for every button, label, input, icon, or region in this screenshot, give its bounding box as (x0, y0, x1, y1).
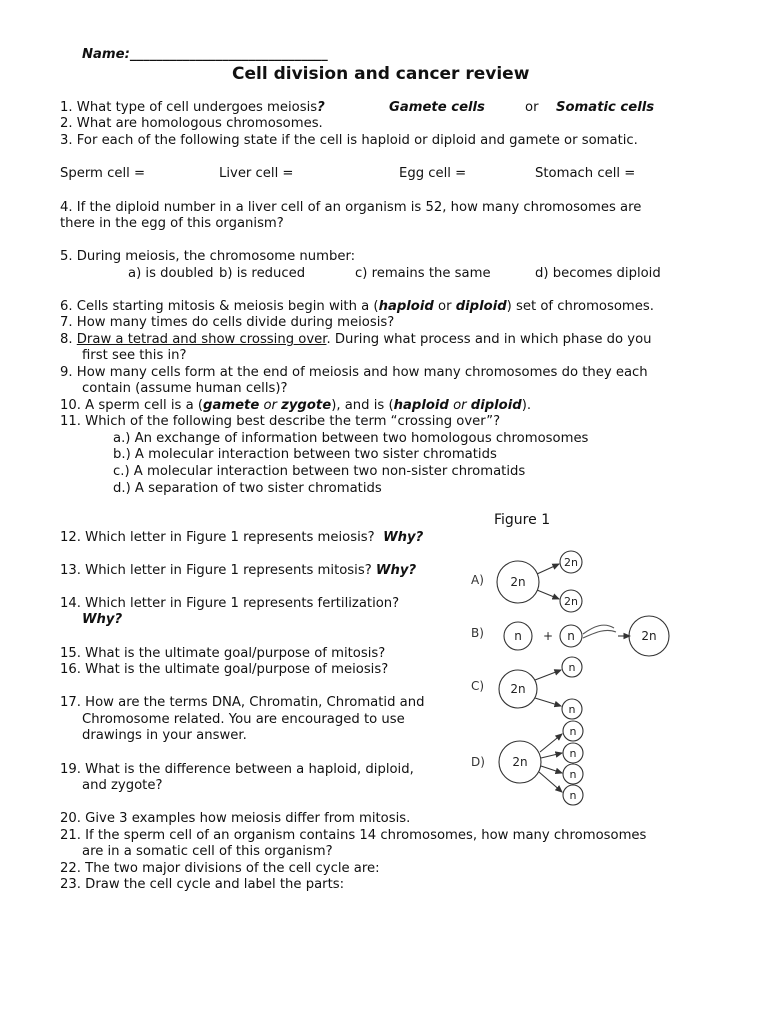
question-12-text: 12. Which letter in Figure 1 represents meiosis? (60, 530, 375, 545)
question-11: 11. Which of the following best describe the term “crossing over”? (60, 414, 501, 429)
question-2: 2. What are homologous chromosomes. (60, 116, 323, 131)
figure-b-cell-1-label: n (514, 629, 522, 643)
figure-a-daughter-2-label: 2n (564, 595, 578, 608)
figure-d-parent-label: 2n (512, 755, 528, 769)
question-9-line-1: 9. How many cells form at the end of meiosis and how many chromosomes do they each (60, 365, 648, 380)
question-14: 14. Which letter in Figure 1 represents fertilization? (60, 596, 400, 611)
question-3: 3. For each of the following state if the cell is haploid or diploid and gamete or somatic. (60, 133, 638, 148)
figure-label-b: B) (471, 626, 484, 640)
question-10-zygote: zygote (281, 398, 332, 413)
question-21-line-1: 21. If the sperm cell of an organism contains 14 chromosomes, how many chromosomes (60, 828, 647, 843)
question-10-pre: 10. A sperm cell is a ( (60, 398, 203, 413)
question-5: 5. During meiosis, the chromosome number: (60, 249, 356, 264)
question-17-line-3: drawings in your answer. (82, 728, 247, 743)
figure-d-daughter-2-label: n (569, 747, 577, 760)
stomach-cell-label: Stomach cell = (535, 166, 636, 181)
question-6-pre: 6. Cells starting mitosis & meiosis begin with a ( (60, 299, 379, 314)
figure-b-plus: + (542, 629, 554, 643)
question-6-diploid: diploid (455, 299, 507, 314)
question-19-line-2: and zygote? (82, 778, 163, 793)
question-11-option-c: c.) A molecular interaction between two non-sister chromatids (113, 464, 526, 479)
question-8-rest: . During what process and in which phase do you (326, 332, 652, 347)
question-10-gamete: gamete (203, 398, 260, 413)
question-8-line-2: first see this in? (82, 348, 187, 363)
question-9-line-2: contain (assume human cells)? (82, 381, 288, 396)
question-15: 15. What is the ultimate goal/purpose of mitosis? (60, 646, 386, 661)
figure-b-zygote-label: 2n (641, 629, 657, 643)
question-13-text: 13. Which letter in Figure 1 represents mitosis? (60, 563, 372, 578)
question-22: 22. The two major divisions of the cell cycle are: (60, 861, 380, 876)
figure-a-daughter-1-label: 2n (564, 556, 578, 569)
question-4-line-1: 4. If the diploid number in a liver cell of an organism is 52, how many chromosomes are (60, 200, 642, 215)
figure-d-daughter-3-label: n (569, 768, 577, 781)
question-10-post: ). (521, 398, 532, 413)
figure-c-daughter-2-label: n (568, 703, 576, 716)
question-13-why: Why? (375, 563, 417, 578)
question-5-option-b: b) is reduced (219, 266, 306, 281)
question-6 (60, 299, 654, 315)
question-10-diploid: diploid (470, 398, 522, 413)
question-8-underlined: Draw a tetrad and show crossing over (76, 332, 327, 347)
liver-cell-label: Liver cell = (219, 166, 294, 181)
question-12 (60, 530, 423, 546)
option-gamete-cells: Gamete cells (389, 100, 485, 115)
figure-label-c: C) (471, 679, 485, 693)
question-6-haploid: haploid (378, 299, 434, 314)
question-23: 23. Draw the cell cycle and label the parts: (60, 877, 345, 892)
question-10-haploid: haploid (393, 398, 449, 413)
egg-cell-label: Egg cell = (399, 166, 467, 181)
question-5-option-d: d) becomes diploid (535, 266, 661, 281)
question-11-option-b: b.) A molecular interaction between two sister chromatids (113, 447, 497, 462)
question-16: 16. What is the ultimate goal/purpose of meiosis? (60, 662, 389, 677)
question-1 (60, 100, 325, 116)
question-10-mid: ), and is ( (331, 398, 394, 413)
question-1-text: 1. What type of cell undergoes meiosis (60, 100, 318, 115)
option-somatic-cells: Somatic cells (556, 100, 655, 115)
question-11-option-a: a.) An exchange of information between two homologous chromosomes (113, 431, 589, 446)
name-line (82, 47, 328, 63)
figure-1-diagram (462, 540, 684, 810)
question-6-or: or (433, 299, 456, 314)
option-or: or (525, 100, 539, 115)
question-8-num: 8. (60, 332, 77, 347)
question-6-post: ) set of chromosomes. (506, 299, 654, 314)
figure-c-daughter-1-label: n (568, 661, 576, 674)
question-8 (60, 332, 652, 348)
name-label: Name: (82, 47, 130, 62)
question-21-line-2: are in a somatic cell of this organism? (82, 844, 333, 859)
figure-label-d: D) (471, 755, 485, 769)
question-5-option-a: a) is doubled (128, 266, 214, 281)
question-1-qmark: ? (317, 100, 325, 115)
question-11-option-d: d.) A separation of two sister chromatids (113, 481, 382, 496)
figure-label-a: A) (471, 573, 484, 587)
sperm-cell-label: Sperm cell = (60, 166, 146, 181)
question-17-line-1: 17. How are the terms DNA, Chromatin, Chromatid and (60, 695, 425, 710)
figure-c-parent-label: 2n (510, 682, 526, 696)
figure-caption: Figure 1 (494, 512, 551, 528)
name-blank[interactable]: ______________________________ (129, 47, 328, 62)
question-7: 7. How many times do cells divide during meiosis? (60, 315, 395, 330)
figure-b-cell-2-label: n (567, 629, 575, 643)
question-20: 20. Give 3 examples how meiosis differ from mitosis. (60, 811, 411, 826)
question-5-option-c: c) remains the same (355, 266, 491, 281)
question-4-line-2: there in the egg of this organism? (60, 216, 284, 231)
question-10 (60, 398, 531, 414)
figure-d-daughter-1-label: n (569, 725, 577, 738)
page-title: Cell division and cancer review (232, 64, 530, 84)
question-10-or-1: or (259, 398, 282, 413)
question-10-or-2: or (448, 398, 471, 413)
question-14-why: Why? (82, 612, 123, 627)
question-19-line-1: 19. What is the difference between a haploid, diploid, (60, 762, 414, 777)
question-17-line-2: Chromosome related. You are encouraged to use (82, 712, 405, 727)
figure-a-parent-label: 2n (510, 575, 526, 589)
question-12-why: Why? (383, 530, 424, 545)
figure-d-daughter-4-label: n (569, 789, 577, 802)
question-13 (60, 563, 416, 579)
